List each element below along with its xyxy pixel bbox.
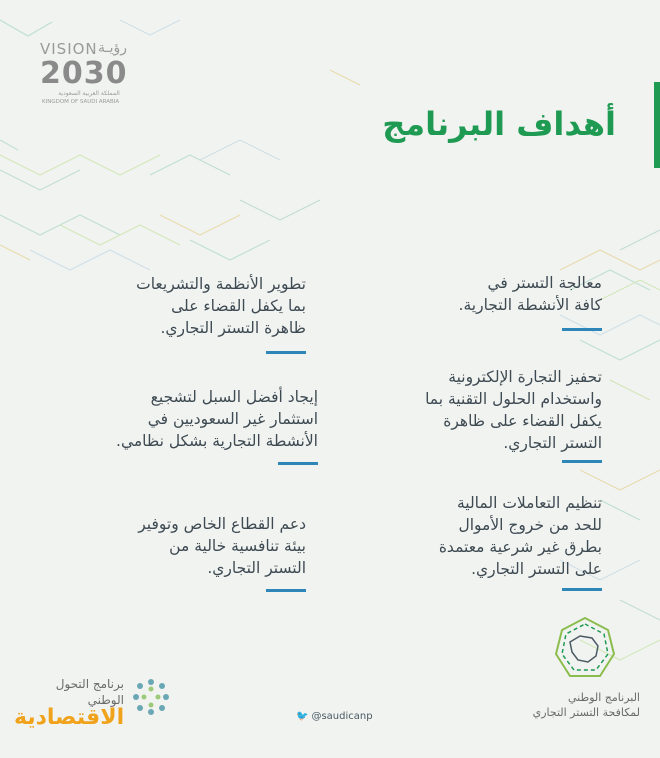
program-name: البرنامج الوطني لمكافحة التستر التجاري (532, 691, 640, 719)
goal-underline (266, 589, 306, 592)
goal-right-1 (362, 272, 602, 316)
goal-left-1 (66, 273, 306, 339)
goal-underline (266, 351, 306, 354)
page-title: أهداف البرنامج (382, 105, 616, 143)
vision-arabic: رؤيـة (98, 40, 128, 56)
goal-underline (562, 460, 602, 463)
ntp-emblem-icon (130, 676, 172, 718)
anti-concealment-logo (540, 612, 630, 692)
vision-kingdom: KINGDOM OF SAUDI ARABIA (42, 99, 120, 105)
goal-left-3 (66, 513, 306, 579)
title-accent-bar (654, 82, 660, 168)
goal-underline (562, 588, 602, 591)
goal-right-3 (342, 492, 602, 580)
goal-text: إيجاد أفضل السبل لتشجيع استثمار غير السعوديين في الأنشطة التجارية بشكل نظامي. (116, 388, 318, 450)
vision-year: 2030 (40, 56, 128, 91)
twitter-handle[interactable]: 🐦 @saudicanp (296, 711, 373, 722)
watermark-text: الاقتصادية (14, 705, 125, 730)
goal-underline (278, 462, 318, 465)
twitter-icon: 🐦 (296, 711, 309, 722)
goal-text: دعم القطاع الخاص وتوفير بيئة تنافسية خالية من التستر التجاري. (138, 515, 306, 577)
vision-subtitle: المملكة العربية السعودية (58, 90, 120, 97)
ntp-name: برنامج التحول الوطني (55, 677, 124, 707)
goal-underline (562, 328, 602, 331)
goal-text: تنظيم التعاملات المالية للحد من خروج الأموال بطرق غير شرعية معتمدة على التستر التجاري. (438, 494, 602, 578)
goal-text: تطوير الأنظمة والتشريعات بما يكفل القضاء على ظاهرة التستر التجاري. (136, 275, 306, 337)
vision-2030-logo (40, 40, 150, 112)
vision-latin: VISION (40, 40, 98, 58)
goal-right-2 (342, 366, 602, 454)
goal-left-2 (58, 386, 318, 452)
goal-text: تحفيز التجارة الإلكترونية واستخدام الحلول التقنية بما يكفل القضاء على ظاهرة التستر التجاري. (425, 368, 602, 452)
goal-text: معالجة التستر في كافة الأنشطة التجارية. (458, 274, 602, 314)
